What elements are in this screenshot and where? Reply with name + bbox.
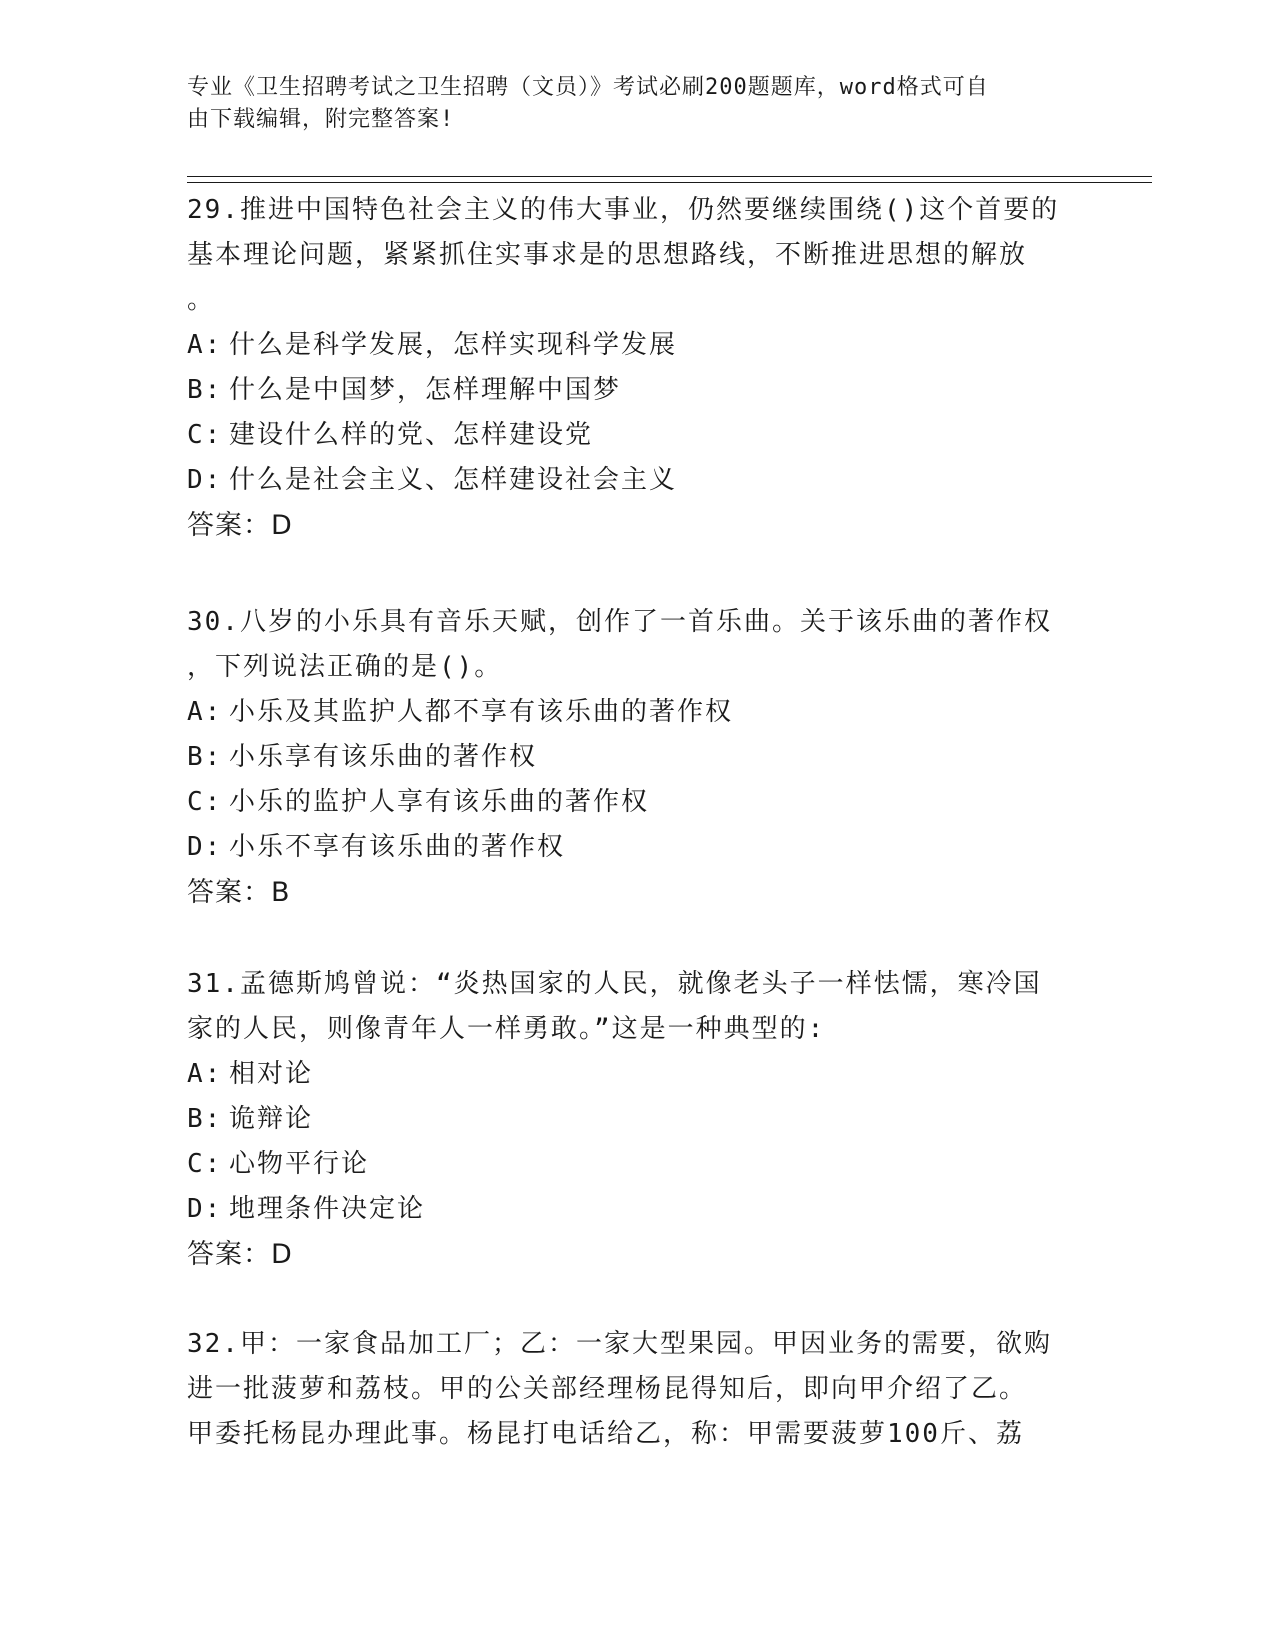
question-stem-line: 32.甲：一家食品加工厂；乙：一家大型果园。甲因业务的需要，欲购 [187, 1329, 1052, 1359]
question-29 [187, 188, 1077, 548]
question-stem-line: 30.八岁的小乐具有音乐天赋，创作了一首乐曲。关于该乐曲的著作权 [187, 607, 1052, 637]
question-30 [187, 600, 1077, 915]
option-text: 什么是科学发展，怎样实现科学发展 [229, 330, 678, 360]
option-a [187, 1052, 1077, 1097]
option-letter: A: [187, 697, 223, 727]
question-stem-line: ，下列说法正确的是()。 [187, 652, 503, 682]
header-line-1: 专业《卫生招聘考试之卫生招聘（文员）》考试必刷200题题库，word格式可自 [187, 75, 989, 100]
option-text: 建设什么样的党、怎样建设党 [229, 420, 594, 450]
option-a [187, 690, 1077, 735]
option-text: 小乐的监护人享有该乐曲的著作权 [229, 787, 650, 817]
option-letter: D: [187, 1194, 223, 1224]
option-letter: C: [187, 420, 223, 450]
question-stem-line: 31.孟德斯鸠曾说：“炎热国家的人民，就像老头子一样怯懦，寒冷国 [187, 969, 1042, 999]
option-text: 相对论 [229, 1059, 314, 1089]
option-letter: A: [187, 1059, 223, 1089]
option-d [187, 825, 1077, 870]
option-b [187, 735, 1077, 780]
answer-label: 答案：B [187, 877, 291, 908]
option-letter: B: [187, 375, 223, 405]
option-text: 心物平行论 [229, 1149, 370, 1179]
option-b [187, 368, 1077, 413]
option-text: 什么是社会主义、怎样建设社会主义 [229, 465, 678, 495]
answer-label: 答案：D [187, 510, 293, 541]
option-c [187, 413, 1077, 458]
option-a [187, 323, 1077, 368]
header-divider-bottom [187, 182, 1152, 183]
option-d [187, 1187, 1077, 1232]
option-text: 什么是中国梦，怎样理解中国梦 [229, 375, 622, 405]
question-stem-line: 家的人民，则像青年人一样勇敢。”这是一种典型的: [187, 1014, 826, 1044]
option-letter: D: [187, 832, 223, 862]
answer-label: 答案：D [187, 1239, 293, 1270]
option-d [187, 458, 1077, 503]
option-letter: C: [187, 787, 223, 817]
option-letter: B: [187, 1104, 223, 1134]
question-stem-line: 29.推进中国特色社会主义的伟大事业，仍然要继续围绕()这个首要的 [187, 195, 1060, 225]
option-letter: C: [187, 1149, 223, 1179]
document-header [187, 72, 1067, 136]
option-letter: B: [187, 742, 223, 772]
question-stem-line: 甲委托杨昆办理此事。杨昆打电话给乙，称：甲需要菠萝100斤、荔 [187, 1419, 1024, 1449]
option-letter: D: [187, 465, 223, 495]
question-31 [187, 962, 1077, 1277]
header-divider-top [187, 176, 1152, 177]
option-text: 小乐不享有该乐曲的著作权 [229, 832, 566, 862]
option-text: 地理条件决定论 [229, 1194, 426, 1224]
question-32 [187, 1322, 1077, 1457]
option-text: 诡辩论 [229, 1104, 314, 1134]
option-letter: A: [187, 330, 223, 360]
option-c [187, 780, 1077, 825]
option-b [187, 1097, 1077, 1142]
option-c [187, 1142, 1077, 1187]
header-line-2: 由下载编辑，附完整答案! [187, 107, 455, 132]
question-stem-line: 基本理论问题，紧紧抓住实事求是的思想路线，不断推进思想的解放 [187, 240, 1028, 270]
option-text: 小乐及其监护人都不享有该乐曲的著作权 [229, 697, 734, 727]
option-text: 小乐享有该乐曲的著作权 [229, 742, 538, 772]
question-stem-line: 进一批菠萝和荔枝。甲的公关部经理杨昆得知后，即向甲介绍了乙。 [187, 1374, 1028, 1404]
question-stem-line: 。 [187, 285, 216, 315]
